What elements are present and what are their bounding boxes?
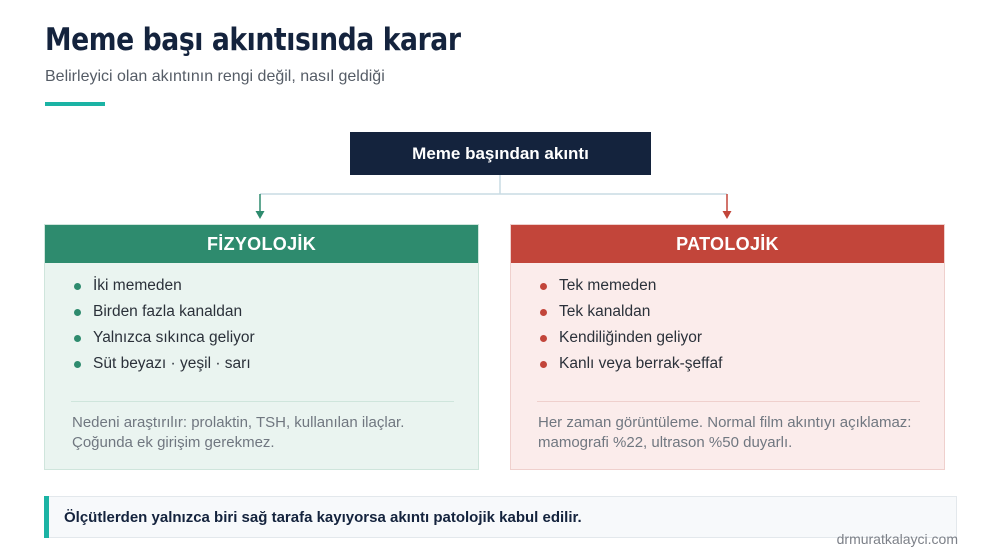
bullet-dot-icon — [74, 309, 81, 316]
bullet-dot-icon — [540, 309, 547, 316]
list-item-label: Tek memeden — [559, 277, 657, 294]
pathologic-panel — [510, 224, 945, 470]
pathologic-note: Her zaman görüntüleme. Normal film akıntıyı açıklamaz: mamografi %22, ultrason %50 duyarlı. — [538, 414, 912, 451]
physiologic-criteria-list — [73, 277, 255, 381]
list-item-label: Kendiliğinden geliyor — [559, 329, 703, 346]
bullet-dot-icon — [540, 283, 547, 290]
root-node: Meme başından akıntı — [350, 132, 651, 175]
physiologic-note: Nedeni araştırılır: prolaktin, TSH, kullanılan ilaçlar. Çoğunda ek girişim gerekmez. — [72, 414, 405, 451]
list-item — [539, 355, 722, 381]
page-title: Meme başı akıntısında karar — [45, 22, 461, 58]
list-item-label: Süt beyazı · yeşil · sarı — [93, 355, 251, 372]
down-arrow-icon-left — [256, 211, 265, 219]
down-arrow-icon-right — [723, 211, 732, 219]
list-item — [539, 303, 722, 329]
bullet-dot-icon — [74, 283, 81, 290]
list-item-label: İki memeden — [93, 277, 182, 294]
page-subtitle: Belirleyici olan akıntının rengi değil, nasıl geldiği — [45, 68, 385, 85]
pathologic-criteria-list — [539, 277, 722, 381]
pathologic-header: PATOLOJİK — [511, 225, 944, 263]
list-item-label: Birden fazla kanaldan — [93, 303, 243, 320]
callout-accent-bar — [44, 496, 49, 538]
list-item — [73, 303, 255, 329]
list-item-label: Yalnızca sıkınca geliyor — [93, 329, 255, 346]
bullet-dot-icon — [74, 335, 81, 342]
panel-divider — [71, 401, 454, 402]
physiologic-panel — [44, 224, 479, 470]
list-item — [539, 277, 722, 303]
bullet-dot-icon — [74, 361, 81, 368]
list-item — [73, 329, 255, 355]
bullet-dot-icon — [540, 335, 547, 342]
criteria-text: Ölçütlerden yalnızca biri sağ tarafa kayıyorsa akıntı patolojik kabul edilir. — [64, 508, 582, 526]
list-item — [73, 355, 255, 381]
panel-divider — [537, 401, 920, 402]
watermark: drmuratkalayci.com — [836, 531, 958, 547]
list-item-label: Tek kanaldan — [559, 303, 651, 320]
physiologic-header: FİZYOLOJİK — [45, 225, 478, 263]
list-item-label: Kanlı veya berrak-şeffaf — [559, 355, 723, 372]
bullet-dot-icon — [540, 361, 547, 368]
list-item — [73, 277, 255, 303]
list-item — [539, 329, 722, 355]
criteria-callout — [44, 496, 957, 538]
